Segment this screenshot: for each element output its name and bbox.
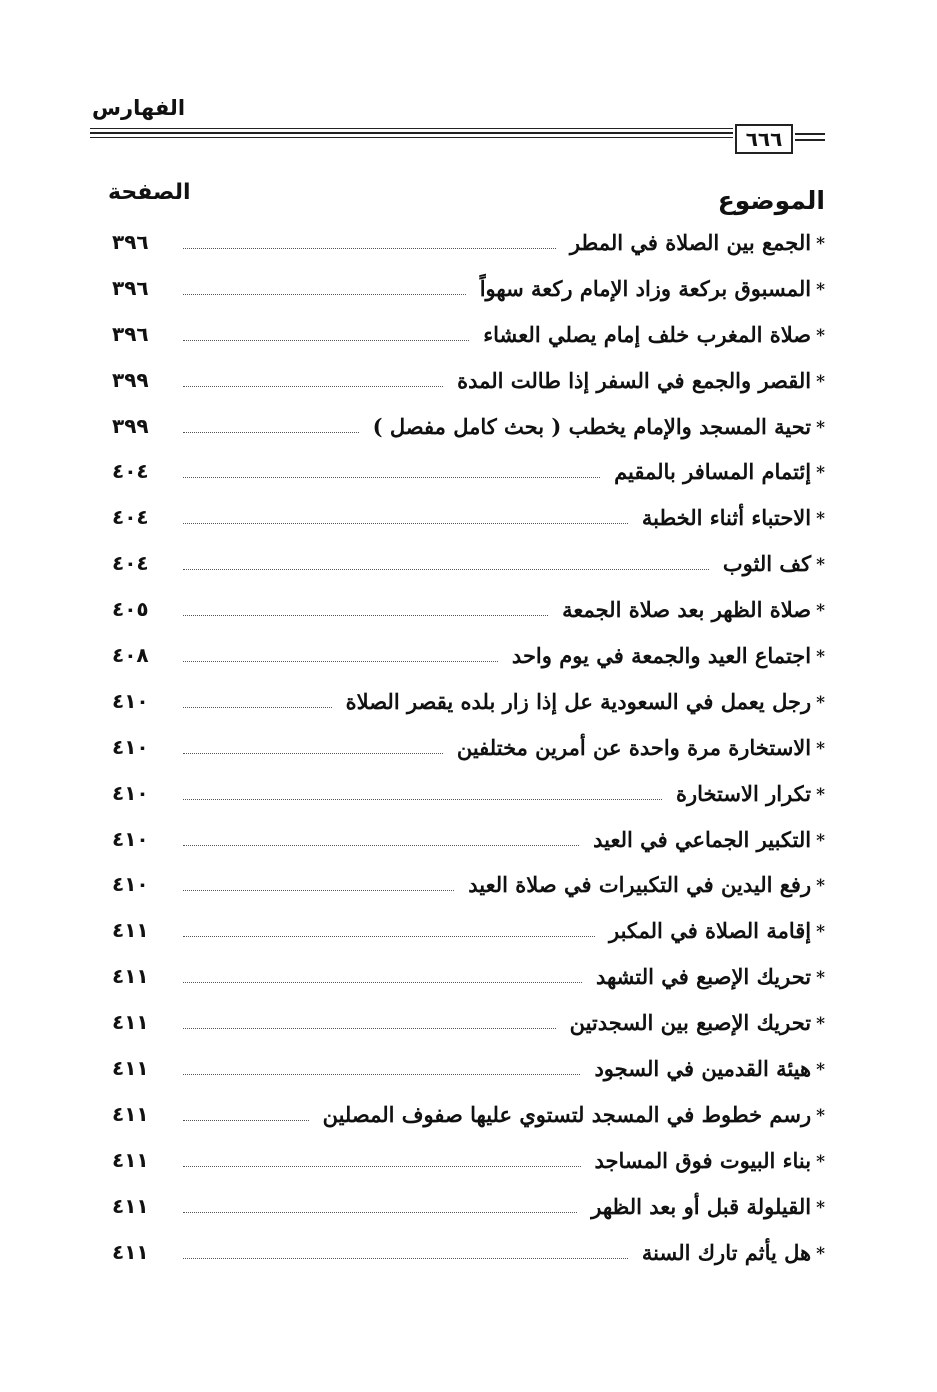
bullet-icon: * xyxy=(816,1014,825,1035)
entry-title-text: إئتمام المسافر بالمقيم xyxy=(614,459,812,485)
entry-title-text: تكرار الاستخارة xyxy=(675,780,812,806)
entry-title xyxy=(723,551,825,576)
bullet-icon: * xyxy=(816,279,825,300)
column-heading-page: الصفحة xyxy=(108,180,191,205)
entry-title-text: إقامة الصلاة في المكبر xyxy=(608,918,812,944)
index-entry xyxy=(0,1140,937,1186)
index-entry xyxy=(0,314,937,360)
entry-page-number: ٣٩٩ xyxy=(112,367,149,392)
bullet-icon: * xyxy=(816,417,825,438)
header-rule xyxy=(90,128,733,129)
entry-title xyxy=(614,459,825,484)
entry-page-number: ٤١٠ xyxy=(112,734,149,759)
entry-page-number: ٤١١ xyxy=(112,964,149,989)
bullet-icon: * xyxy=(816,509,825,530)
bullet-icon: * xyxy=(816,555,825,576)
bullet-icon: * xyxy=(816,601,825,622)
entry-page-number: ٤١١ xyxy=(112,1056,149,1081)
entry-title-text: التكبير الجماعي في العيد xyxy=(593,826,812,852)
entry-title xyxy=(570,1010,825,1035)
bullet-icon: * xyxy=(816,234,825,254)
dot-leader xyxy=(183,1166,581,1167)
header-rule xyxy=(90,137,733,138)
entry-title-text: بناء البيوت فوق المساجد xyxy=(594,1147,812,1173)
entry-title xyxy=(642,1240,825,1265)
index-entry xyxy=(0,451,937,497)
entry-title-text: القصر والجمع في السفر إذا طالت المدة xyxy=(457,367,812,393)
entry-title-text: رفع اليدين في التكبيرات في صلاة العيد xyxy=(468,872,812,898)
dot-leader xyxy=(183,936,595,937)
entry-title xyxy=(483,322,825,347)
bullet-icon: * xyxy=(816,784,825,805)
entry-page-number: ٣٩٩ xyxy=(112,413,149,438)
header-rule xyxy=(90,132,733,134)
entry-title-text: الجمع بين الصلاة في المطر xyxy=(569,230,812,255)
dot-leader xyxy=(183,340,469,341)
entry-title-text: هل يأثم تارك السنة xyxy=(641,1239,812,1265)
bullet-icon: * xyxy=(816,1151,825,1172)
dot-leader xyxy=(183,523,628,524)
bullet-icon: * xyxy=(816,876,825,897)
index-entry xyxy=(0,864,937,910)
dot-leader xyxy=(183,890,454,891)
entry-title-text: كف الثوب xyxy=(722,551,812,577)
entry-title xyxy=(346,689,825,714)
entry-title-text: القيلولة قبل أو بعد الظهر xyxy=(591,1193,812,1219)
index-entry xyxy=(0,1048,937,1094)
entry-title xyxy=(457,368,825,393)
bullet-icon: * xyxy=(816,371,825,392)
entry-title xyxy=(512,643,825,668)
entry-page-number: ٤١٠ xyxy=(112,780,149,805)
entry-title xyxy=(593,827,825,852)
entry-title-text: صلاة الظهر بعد صلاة الجمعة xyxy=(562,597,812,623)
entry-title xyxy=(591,1194,825,1219)
entry-title-text: تحريك الإصبع بين السجدتين xyxy=(569,1010,812,1036)
index-entry xyxy=(0,1186,937,1232)
entry-title xyxy=(562,597,825,622)
index-entry xyxy=(0,773,937,819)
entry-page-number: ٣٩٦ xyxy=(112,275,149,300)
column-heading-topic: الموضوع xyxy=(717,186,825,215)
entry-page-number: ٤١١ xyxy=(112,1147,149,1172)
entry-page-number: ٤٠٥ xyxy=(112,597,149,622)
entry-title xyxy=(468,872,825,897)
running-title: الفهارس xyxy=(92,96,186,120)
entry-title-text: رسم خطوط في المسجد لتستوي عليها صفوف المصلين xyxy=(322,1101,812,1127)
dot-leader xyxy=(183,982,582,983)
bullet-icon: * xyxy=(816,968,825,989)
bullet-icon: * xyxy=(816,1243,825,1264)
index-entry xyxy=(0,819,937,865)
dot-leader xyxy=(183,1120,309,1121)
index-entry xyxy=(0,635,937,681)
dot-leader xyxy=(183,248,556,249)
bullet-icon: * xyxy=(816,1197,825,1218)
index-entries xyxy=(0,222,937,1277)
entry-title-text: الاحتباء أثناء الخطبة xyxy=(641,505,812,531)
entry-title-text: رجل يعمل في السعودية عل إذا زار بلده يقصر الصلاة xyxy=(345,688,812,714)
dot-leader xyxy=(183,1212,577,1213)
entry-title xyxy=(480,276,825,301)
dot-leader xyxy=(183,477,600,478)
entry-page-number: ٤١١ xyxy=(112,918,149,943)
bullet-icon: * xyxy=(816,647,825,668)
index-entry xyxy=(0,910,937,956)
dot-leader xyxy=(183,386,443,387)
dot-leader xyxy=(183,661,498,662)
dot-leader xyxy=(183,845,579,846)
index-entry xyxy=(0,497,937,543)
index-entry xyxy=(0,1002,937,1048)
dot-leader xyxy=(183,1074,580,1075)
index-entry xyxy=(0,589,937,635)
entry-page-number: ٤٠٤ xyxy=(112,505,149,530)
dot-leader xyxy=(183,753,443,754)
dot-leader xyxy=(183,799,662,800)
bullet-icon: * xyxy=(816,692,825,713)
index-entry xyxy=(0,1094,937,1140)
index-entry xyxy=(0,268,937,314)
dot-leader xyxy=(183,615,548,616)
page-number: ٦٦٦ xyxy=(735,124,793,154)
entry-title xyxy=(457,735,825,760)
entry-title xyxy=(609,918,825,943)
index-entry xyxy=(0,360,937,406)
entry-page-number: ٤١١ xyxy=(112,1101,149,1126)
dot-leader xyxy=(183,294,466,295)
entry-title-text: المسبوق بركعة وزاد الإمام ركعة سهواً xyxy=(479,275,812,301)
entry-title xyxy=(595,1148,826,1173)
entry-page-number: ٤١١ xyxy=(112,1193,149,1218)
entry-title xyxy=(373,414,825,439)
entry-page-number: ٤١٠ xyxy=(112,872,149,897)
bullet-icon: * xyxy=(816,1105,825,1126)
bullet-icon: * xyxy=(816,830,825,851)
index-entry xyxy=(0,681,937,727)
entry-title xyxy=(570,230,825,255)
entry-title-text: تحريك الإصبع في التشهد xyxy=(595,964,812,990)
header-rule xyxy=(795,133,825,135)
bullet-icon: * xyxy=(816,922,825,943)
entry-title-text: الاستخارة مرة واحدة عن أمرين مختلفين xyxy=(456,734,812,760)
entry-page-number: ٤١٠ xyxy=(112,826,149,851)
bullet-icon: * xyxy=(816,463,825,484)
entry-title xyxy=(323,1102,825,1127)
dot-leader xyxy=(183,569,709,570)
index-entry xyxy=(0,543,937,589)
entry-title-text: اجتماع العيد والجمعة في يوم واحد xyxy=(511,643,812,669)
entry-page-number: ٤١١ xyxy=(112,1010,149,1035)
index-entry xyxy=(0,956,937,1002)
entry-title xyxy=(642,505,825,530)
entry-title xyxy=(594,1056,825,1081)
bullet-icon: * xyxy=(816,325,825,346)
index-entry xyxy=(0,406,937,452)
entry-title-text: تحية المسجد والإمام يخطب ( بحث كامل مفصل ) xyxy=(372,413,812,439)
entry-page-number: ٤١٠ xyxy=(112,688,149,713)
entry-title xyxy=(596,964,825,989)
entry-title xyxy=(676,781,825,806)
index-entry xyxy=(0,222,937,268)
entry-title-text: صلاة المغرب خلف إمام يصلي العشاء xyxy=(483,321,812,347)
bullet-icon: * xyxy=(816,738,825,759)
entry-title-text: هيئة القدمين في السجود xyxy=(594,1056,812,1082)
index-entry xyxy=(0,727,937,773)
entry-page-number: ٤٠٨ xyxy=(112,643,149,668)
dot-leader xyxy=(183,707,332,708)
dot-leader xyxy=(183,1028,556,1029)
header-rule xyxy=(795,139,825,141)
index-entry xyxy=(0,1232,937,1278)
dot-leader xyxy=(183,432,359,433)
dot-leader xyxy=(183,1258,628,1259)
entry-page-number: ٣٩٦ xyxy=(112,230,149,254)
entry-page-number: ٣٩٦ xyxy=(112,321,149,346)
entry-page-number: ٤١١ xyxy=(112,1239,149,1264)
entry-page-number: ٤٠٤ xyxy=(112,551,149,576)
entry-page-number: ٤٠٤ xyxy=(112,459,149,484)
bullet-icon: * xyxy=(816,1060,825,1081)
